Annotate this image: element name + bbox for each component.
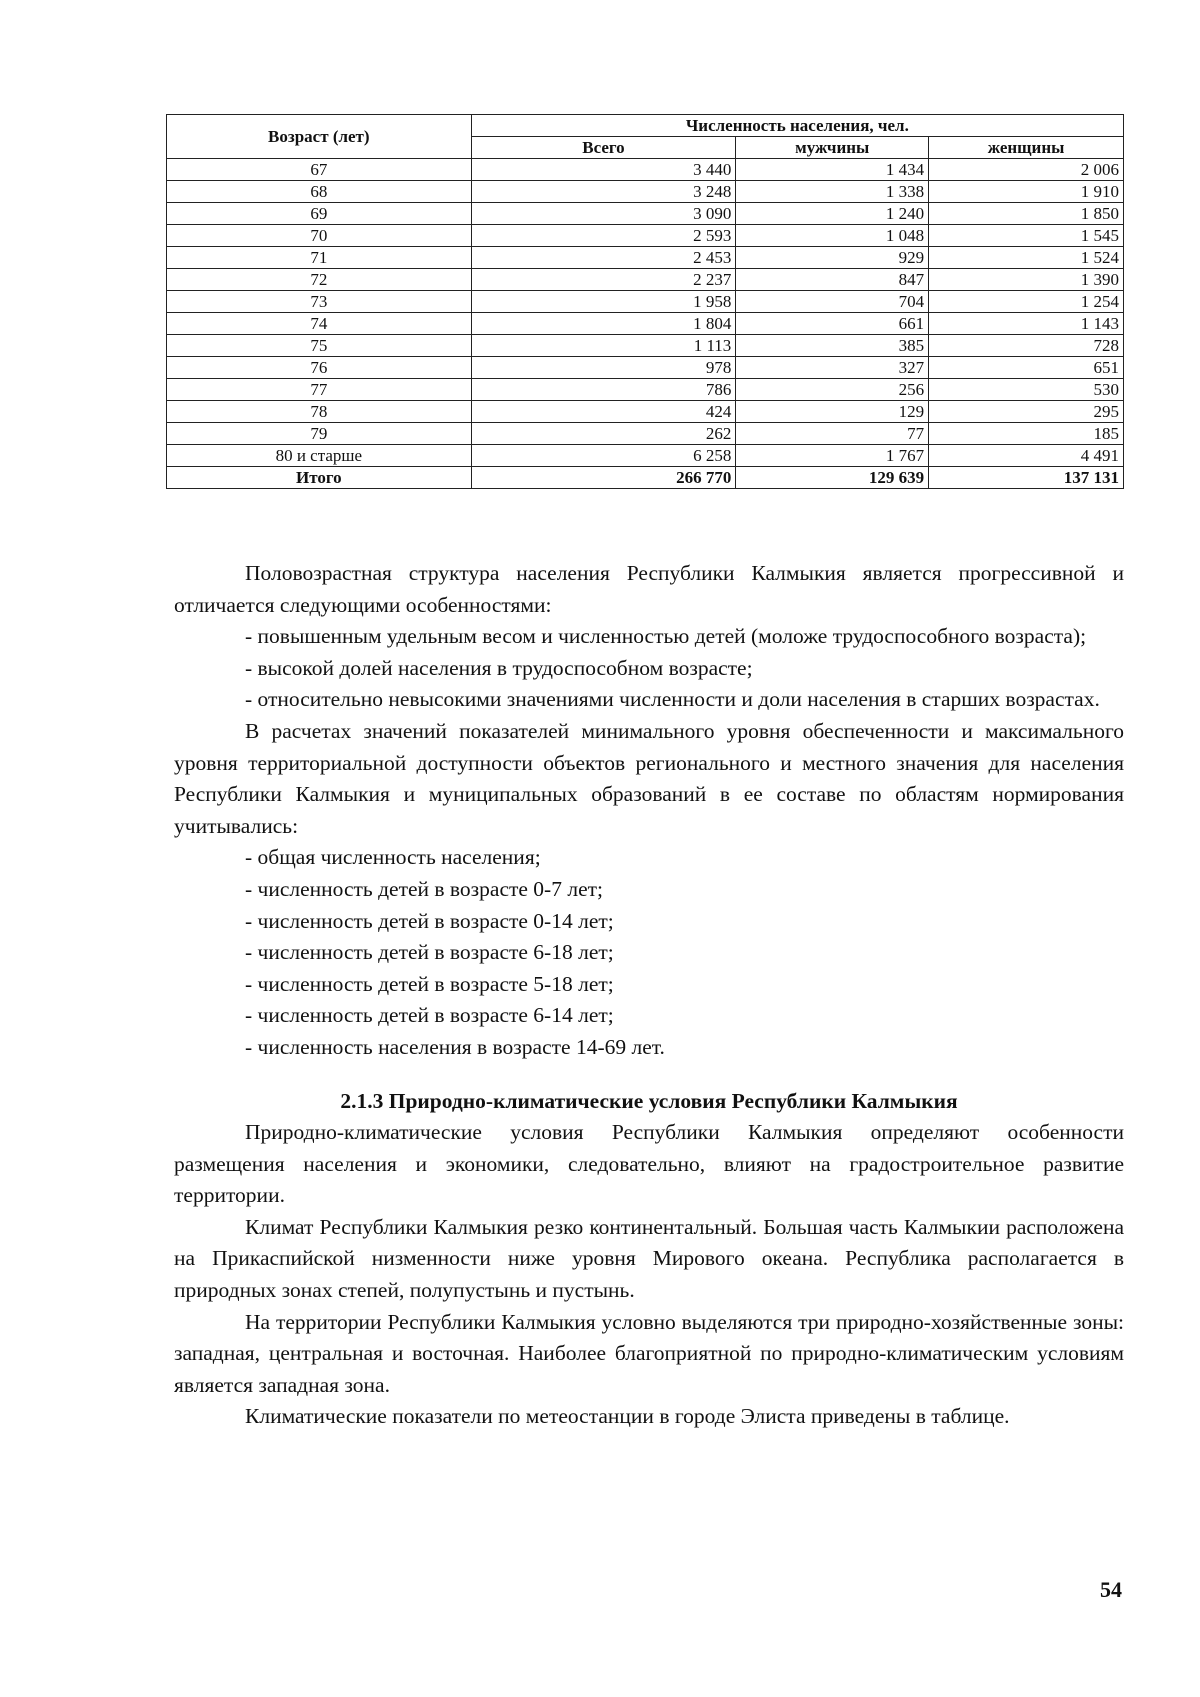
total-cell: 1 958	[471, 291, 736, 313]
table-row	[167, 445, 1124, 467]
women-cell: 1 850	[929, 203, 1124, 225]
age-cell: 76	[167, 357, 472, 379]
women-cell: 1 910	[929, 181, 1124, 203]
body-text	[174, 558, 1124, 1433]
men-cell: 929	[736, 247, 929, 269]
total-cell: 3 440	[471, 159, 736, 181]
women-cell: 1 390	[929, 269, 1124, 291]
women-cell: 2 006	[929, 159, 1124, 181]
women-header: женщины	[929, 137, 1124, 159]
age-cell: 67	[167, 159, 472, 181]
age-cell: 74	[167, 313, 472, 335]
table-row	[167, 159, 1124, 181]
paragraph: Половозрастная структура населения Республики Калмыкия является прогрессивной и отличается следующими особенностями:	[174, 561, 1124, 617]
total-cell: 786	[471, 379, 736, 401]
total-cell: 3 248	[471, 181, 736, 203]
age-cell: 72	[167, 269, 472, 291]
women-cell: 1 254	[929, 291, 1124, 313]
table-row	[167, 357, 1124, 379]
list-item: - высокой долей населения в трудоспособном возрасте;	[245, 655, 753, 680]
age-cell: 80 и старше	[167, 445, 472, 467]
total-cell: 266 770	[471, 467, 736, 489]
total-cell: 1 804	[471, 313, 736, 335]
women-cell: 1 143	[929, 313, 1124, 335]
table-row	[167, 225, 1124, 247]
men-cell: 1 048	[736, 225, 929, 247]
paragraph: Климат Республики Калмыкия резко континентальный. Большая часть Калмыкии расположена на Прикаспийской низменности ниже уровня Мирового океана. Республика располагается в природных зонах степей, полупустынь и пустынь.	[174, 1214, 1124, 1303]
men-cell: 385	[736, 335, 929, 357]
list-item: - численность населения в возрасте 14-69 лет.	[245, 1034, 665, 1059]
table-row	[167, 423, 1124, 445]
men-cell: 327	[736, 357, 929, 379]
table-header-row	[167, 115, 1124, 137]
total-cell: 2 237	[471, 269, 736, 291]
age-header: Возраст (лет)	[167, 115, 472, 159]
table-row	[167, 269, 1124, 291]
table-row	[167, 335, 1124, 357]
total-row	[167, 467, 1124, 489]
women-cell: 1 545	[929, 225, 1124, 247]
men-cell: 256	[736, 379, 929, 401]
paragraph: На территории Республики Калмыкия условно выделяются три природно-хозяйственные зоны: западная, центральная и восточная. Наиболее благоприятной по природно-климатическим условиям является западная зона.	[174, 1309, 1124, 1397]
total-cell: 2 453	[471, 247, 736, 269]
table-row	[167, 181, 1124, 203]
men-cell: 129	[736, 401, 929, 423]
age-cell: 69	[167, 203, 472, 225]
page-number: 54	[1100, 1577, 1122, 1602]
men-cell: 1 240	[736, 203, 929, 225]
age-cell: 79	[167, 423, 472, 445]
section-heading: 2.1.3 Природно-климатические условия Республики Калмыкия	[340, 1088, 958, 1113]
total-header: Всего	[471, 137, 736, 159]
total-cell: 3 090	[471, 203, 736, 225]
men-cell: 847	[736, 269, 929, 291]
list-item: - численность детей в возрасте 6-18 лет;	[245, 940, 614, 965]
table-row	[167, 247, 1124, 269]
total-cell: 1 113	[471, 335, 736, 357]
paragraph: Климатические показатели по метеостанции в городе Элиста приведены в таблице.	[245, 1404, 1010, 1429]
total-label-cell: Итого	[167, 467, 472, 489]
list-item: - численность детей в возрасте 5-18 лет;	[245, 971, 614, 996]
list-item: - численность детей в возрасте 6-14 лет;	[245, 1003, 614, 1028]
men-cell: 1 767	[736, 445, 929, 467]
age-cell: 78	[167, 401, 472, 423]
total-cell: 6 258	[471, 445, 736, 467]
paragraph: Природно-климатические условия Республики Калмыкия определяют особенности размещения населения и экономики, следовательно, влияют на градостроительное развитие территории.	[174, 1120, 1124, 1208]
men-cell: 1 338	[736, 181, 929, 203]
age-cell: 77	[167, 379, 472, 401]
table-row	[167, 203, 1124, 225]
age-cell: 70	[167, 225, 472, 247]
men-header: мужчины	[736, 137, 929, 159]
age-cell: 73	[167, 291, 472, 313]
women-cell: 1 524	[929, 247, 1124, 269]
age-cell: 71	[167, 247, 472, 269]
men-cell: 129 639	[736, 467, 929, 489]
total-cell: 978	[471, 357, 736, 379]
women-cell: 137 131	[929, 467, 1124, 489]
list-item: - относительно невысокими значениями численности и доли населения в старших возрастах.	[245, 687, 1100, 712]
table-row	[167, 401, 1124, 423]
age-cell: 68	[167, 181, 472, 203]
table-row	[167, 291, 1124, 313]
table-row	[167, 313, 1124, 335]
men-cell: 1 434	[736, 159, 929, 181]
population-table	[166, 114, 1124, 489]
paragraph: В расчетах значений показателей минимального уровня обеспеченности и максимального уровня территориальной доступности объектов регионального и местного значения для населения Республики Калмыкия и муниципальных образований в ее составе по областям нормирования учитывались:	[174, 718, 1124, 838]
men-cell: 661	[736, 313, 929, 335]
women-cell: 295	[929, 401, 1124, 423]
men-cell: 704	[736, 291, 929, 313]
total-cell: 2 593	[471, 225, 736, 247]
women-cell: 651	[929, 357, 1124, 379]
women-cell: 4 491	[929, 445, 1124, 467]
women-cell: 728	[929, 335, 1124, 357]
list-item: - численность детей в возрасте 0-14 лет;	[245, 908, 614, 933]
population-group-header: Численность населения, чел.	[471, 115, 1123, 137]
women-cell: 530	[929, 379, 1124, 401]
total-cell: 262	[471, 423, 736, 445]
list-item: - общая численность населения;	[245, 845, 541, 870]
total-cell: 424	[471, 401, 736, 423]
table-row	[167, 379, 1124, 401]
list-item: - повышенным удельным весом и численностью детей (моложе трудоспособного возраста);	[245, 624, 1087, 649]
list-item: - численность детей в возрасте 0-7 лет;	[245, 876, 603, 901]
men-cell: 77	[736, 423, 929, 445]
age-cell: 75	[167, 335, 472, 357]
women-cell: 185	[929, 423, 1124, 445]
